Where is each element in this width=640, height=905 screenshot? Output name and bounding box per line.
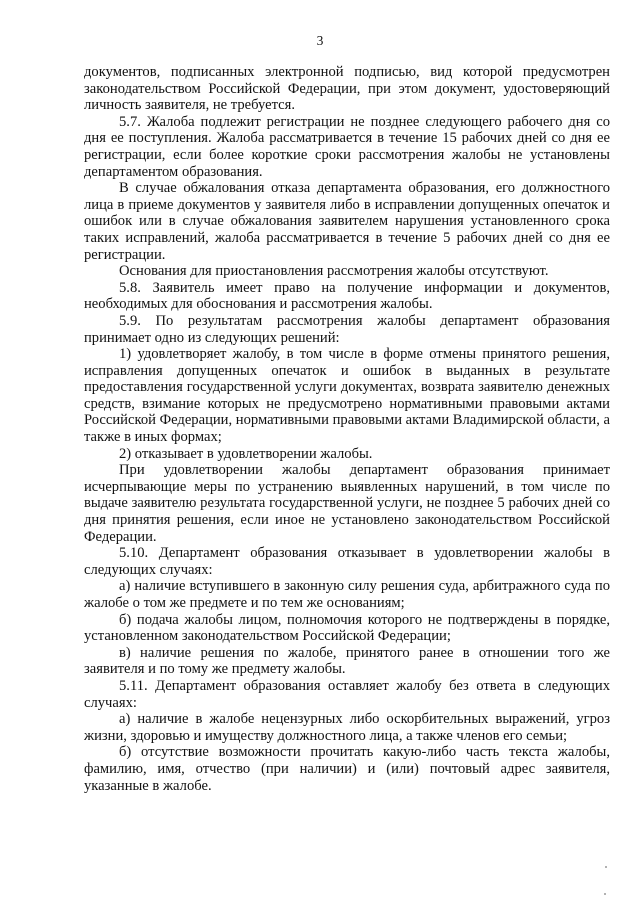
page-number: 3 — [316, 33, 324, 48]
paragraph-5-10: 5.10. Департамент образования отказывает в удовлетворении жалобы в следующих случаях: — [84, 545, 610, 578]
paragraph-5-11: 5.11. Департамент образования оставляет жалобу без ответа в следующих случаях: — [84, 677, 610, 711]
paragraph-appeal-refusal: В случае обжалования отказа департамента образования, его должностного лица в приеме документов у заявителя либо в исправлении допущенных опечаток и ошибок или в случае обжалования заявителем нарушения установленного срока таких исправлений, жалоба рассматривается в течение 5 рабочих дней со дня ее регистрации. — [84, 180, 610, 263]
paragraph-5-9-item-1: 1) удовлетворяет жалобу, в том числе в форме отмены принятого решения, исправления допущенных опечаток и ошибок в выданных в результате предоставления государственной услуги документах, возврата заявителю денежных средств, взимание которых не предусмотрено нормативными правовыми актами Российской Федерации, нормативными правовыми актами Владимирской области, а также в иных формах; — [84, 346, 610, 446]
document-body — [84, 64, 610, 794]
paragraph-5-10-item-v: в) наличие решения по жалобе, принятого ранее в отношении того же заявителя и по тому же предмету жалобы. — [84, 644, 610, 678]
paragraph-5-9-item-2: 2) отказывает в удовлетворении жалобы. — [119, 445, 373, 462]
scan-speck — [604, 893, 606, 895]
scan-speck — [605, 866, 607, 868]
paragraph-5-11-item-a: а) наличие в жалобе нецензурных либо оскорбительных выражений, угроз жизни, здоровью и имуществу должностного лица, а также членов его семьи; — [84, 711, 610, 744]
paragraph-continuation: документов, подписанных электронной подписью, вид которой предусмотрен законодательством Российской Федерации, при этом документ, удостоверяющий личность заявителя, не требуется. — [84, 64, 610, 114]
paragraph-5-8: 5.8. Заявитель имеет право на получение информации и документов, необходимых для обоснования и рассмотрения жалобы. — [84, 279, 610, 313]
paragraph-satisfaction-measures: При удовлетворении жалобы департамент образования принимает исчерпывающие меры по устранению выявленных нарушений, в том числе по выдаче заявителю результата государственной услуги, не позднее 5 рабочих дней со дня принятия решения, если иное не установлено законодательством Российской Федерации. — [84, 462, 610, 545]
paragraph-no-suspension: Основания для приостановления рассмотрения жалобы отсутствуют. — [119, 263, 549, 280]
paragraph-5-10-item-a: а) наличие вступившего в законную силу решения суда, арбитражного суда по жалобе о том же предмете и по тем же основаниям; — [84, 578, 610, 611]
paragraph-5-9: 5.9. По результатам рассмотрения жалобы департамент образования принимает одно из следующих решений: — [84, 312, 610, 346]
paragraph-5-11-item-b: б) отсутствие возможности прочитать какую-либо часть текста жалобы, фамилию, имя, отчество (при наличии) и (или) почтовый адрес заявителя, указанные в жалобе. — [84, 744, 610, 794]
paragraph-5-10-item-b: б) подача жалобы лицом, полномочия которого не подтверждены в порядке, установленном законодательством Российской Федерации; — [84, 611, 610, 645]
paragraph-5-7: 5.7. Жалоба подлежит регистрации не позднее следующего рабочего дня со дня ее поступления. Жалоба рассматривается в течение 15 рабочих дней со дня ее регистрации, если более короткие сроки рассмотрения жалобы не установлены департаментом образования. — [84, 113, 610, 180]
